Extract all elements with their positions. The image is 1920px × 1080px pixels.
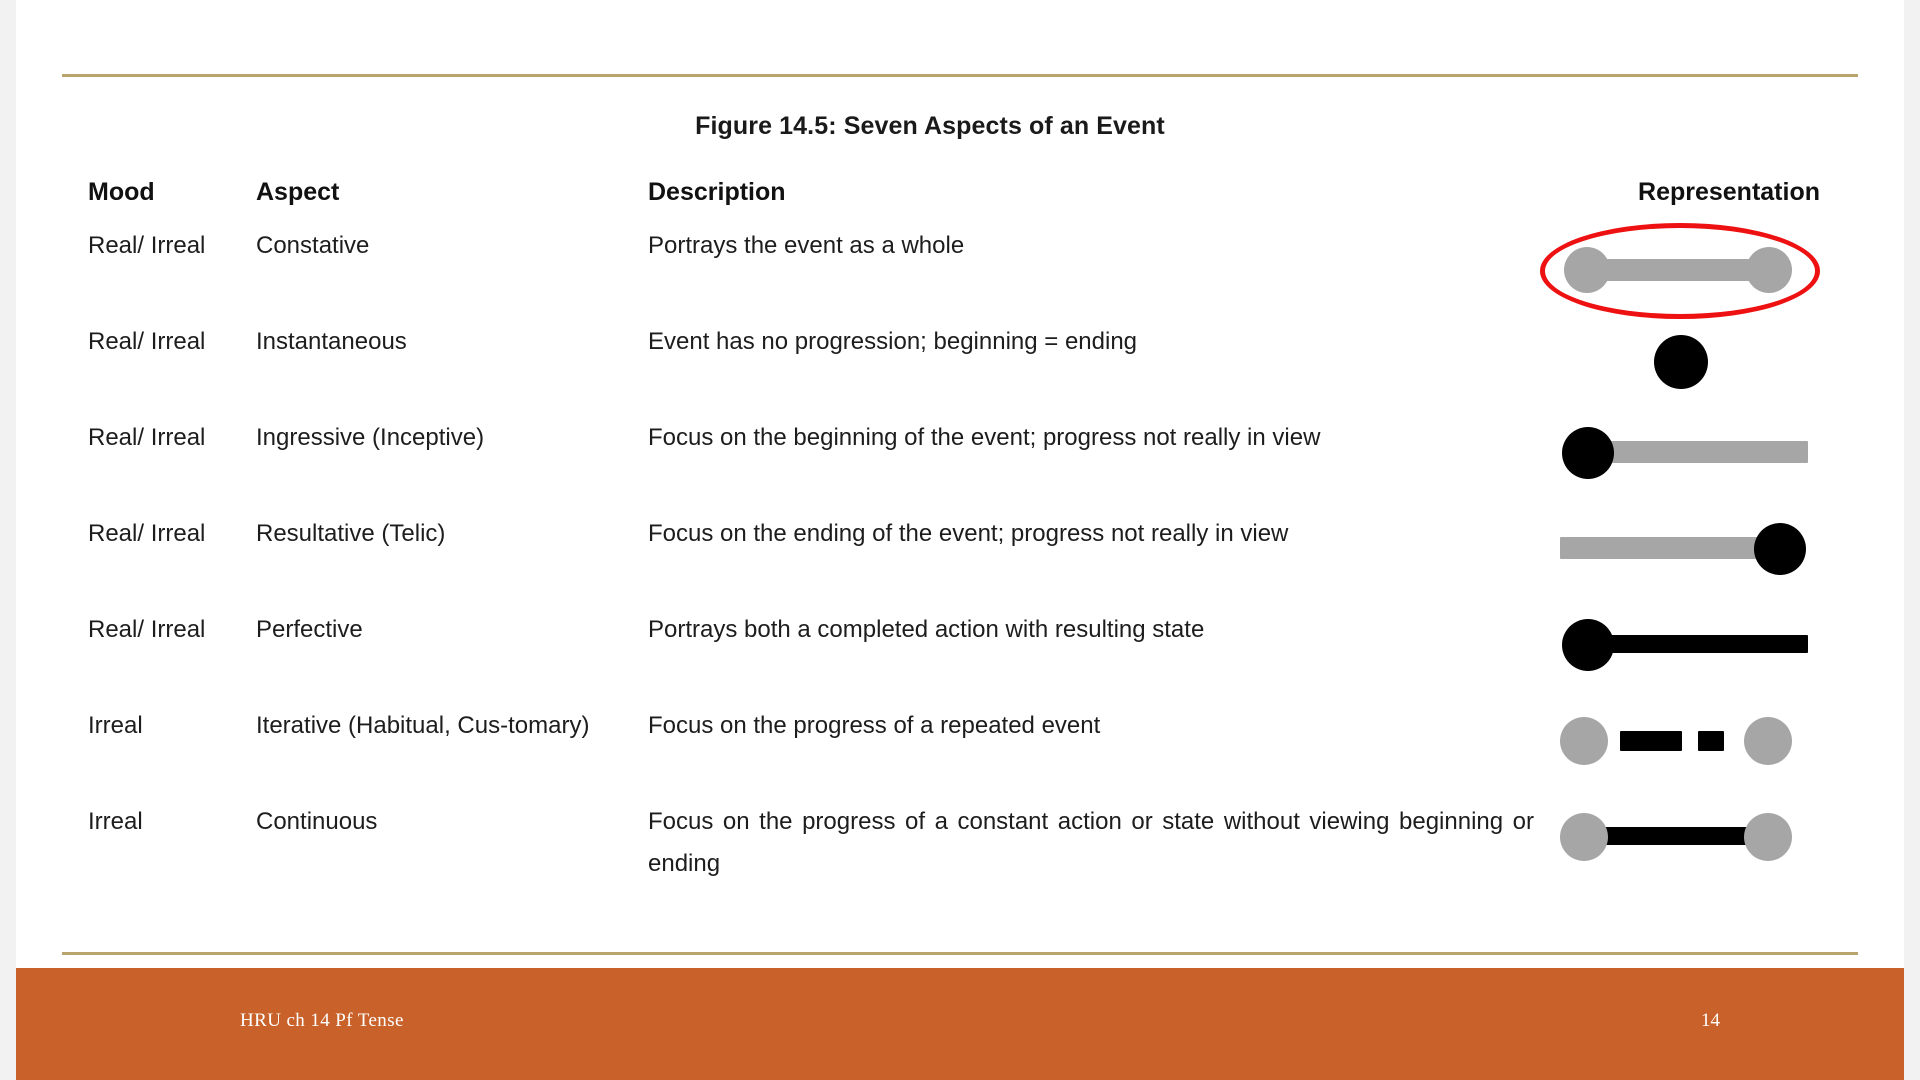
table-row bbox=[88, 801, 1830, 897]
cell-aspect: Perfective bbox=[256, 616, 363, 643]
rep-dot-end bbox=[1754, 523, 1806, 575]
cell-representation bbox=[1558, 609, 1820, 705]
rep-dot-start bbox=[1564, 247, 1610, 293]
column-header-representation: Representation bbox=[1638, 178, 1820, 206]
rep-continuous bbox=[1558, 801, 1820, 897]
cell-representation bbox=[1558, 513, 1820, 609]
cell-mood: Irreal bbox=[88, 712, 143, 739]
cell-mood: Irreal bbox=[88, 808, 143, 835]
cell-mood: Real/ Irreal bbox=[88, 616, 206, 643]
footer-right-cap bbox=[1904, 968, 1920, 1080]
column-header-aspect: Aspect bbox=[256, 178, 340, 206]
rep-dot-start bbox=[1562, 427, 1614, 479]
aspects-table bbox=[88, 178, 1830, 897]
rep-resultative bbox=[1558, 513, 1820, 609]
table-row bbox=[88, 705, 1830, 801]
bottom-divider bbox=[62, 952, 1858, 955]
rep-dot-end bbox=[1744, 813, 1792, 861]
left-margin bbox=[0, 0, 16, 1080]
rep-dot-start bbox=[1560, 717, 1608, 765]
cell-description: Focus on the beginning of the event; progress not really in view bbox=[648, 424, 1321, 451]
rep-iterative bbox=[1558, 705, 1820, 801]
cell-description: Portrays the event as a whole bbox=[648, 232, 965, 259]
cell-mood: Real/ Irreal bbox=[88, 424, 206, 451]
rep-dot-end bbox=[1744, 717, 1792, 765]
cell-description: Portrays both a completed action with resulting state bbox=[648, 616, 1205, 643]
cell-aspect: Constative bbox=[256, 232, 370, 259]
slide-number: 14 bbox=[1701, 1010, 1720, 1031]
cell-aspect: Ingressive (Inceptive) bbox=[256, 424, 485, 451]
table-row bbox=[88, 417, 1830, 513]
column-header-mood: Mood bbox=[88, 178, 155, 206]
table-row bbox=[88, 609, 1830, 705]
cell-representation bbox=[1558, 321, 1820, 417]
rep-bar bbox=[1598, 827, 1750, 845]
cell-description: Focus on the ending of the event; progress not really in view bbox=[648, 520, 1289, 547]
top-divider bbox=[62, 74, 1858, 77]
cell-representation bbox=[1558, 705, 1820, 801]
rep-bar bbox=[1600, 635, 1808, 653]
cell-aspect: Resultative (Telic) bbox=[256, 520, 446, 547]
cell-description: Focus on the progress of a constant action or state without viewing beginning or ending bbox=[648, 808, 1534, 877]
column-header-description: Description bbox=[648, 178, 786, 206]
rep-constative bbox=[1558, 225, 1820, 321]
cell-aspect: Iterative (Habitual, Cus-tomary) bbox=[256, 712, 590, 739]
rep-dot-end bbox=[1746, 247, 1792, 293]
rep-dash-1 bbox=[1620, 731, 1682, 751]
rep-dash-2 bbox=[1698, 731, 1724, 751]
cell-aspect: Instantaneous bbox=[256, 328, 407, 355]
rep-dot-start bbox=[1560, 813, 1608, 861]
table-header-row bbox=[88, 178, 1830, 207]
rep-bar bbox=[1600, 441, 1808, 463]
cell-mood: Real/ Irreal bbox=[88, 520, 206, 547]
rep-dot-start bbox=[1562, 619, 1614, 671]
cell-mood: Real/ Irreal bbox=[88, 232, 206, 259]
cell-description: Focus on the progress of a repeated event bbox=[648, 712, 1101, 739]
table-row bbox=[88, 513, 1830, 609]
rep-instantaneous bbox=[1558, 321, 1820, 417]
figure-title: Figure 14.5: Seven Aspects of an Event bbox=[695, 112, 1165, 140]
cell-representation bbox=[1558, 225, 1820, 321]
footer-left-cap bbox=[0, 968, 16, 1080]
rep-ingressive bbox=[1558, 417, 1820, 513]
rep-bar bbox=[1560, 537, 1776, 559]
cell-aspect: Continuous bbox=[256, 808, 378, 835]
table-row bbox=[88, 321, 1830, 417]
rep-dot-single bbox=[1654, 335, 1708, 389]
table-row bbox=[88, 225, 1830, 321]
footer-title: HRU ch 14 Pf Tense bbox=[240, 1010, 404, 1031]
cell-mood: Real/ Irreal bbox=[88, 328, 206, 355]
rep-perfective bbox=[1558, 609, 1820, 705]
cell-representation bbox=[1558, 417, 1820, 513]
cell-representation bbox=[1558, 801, 1820, 897]
right-margin bbox=[1904, 0, 1920, 1080]
cell-description: Event has no progression; beginning = ending bbox=[648, 328, 1138, 355]
